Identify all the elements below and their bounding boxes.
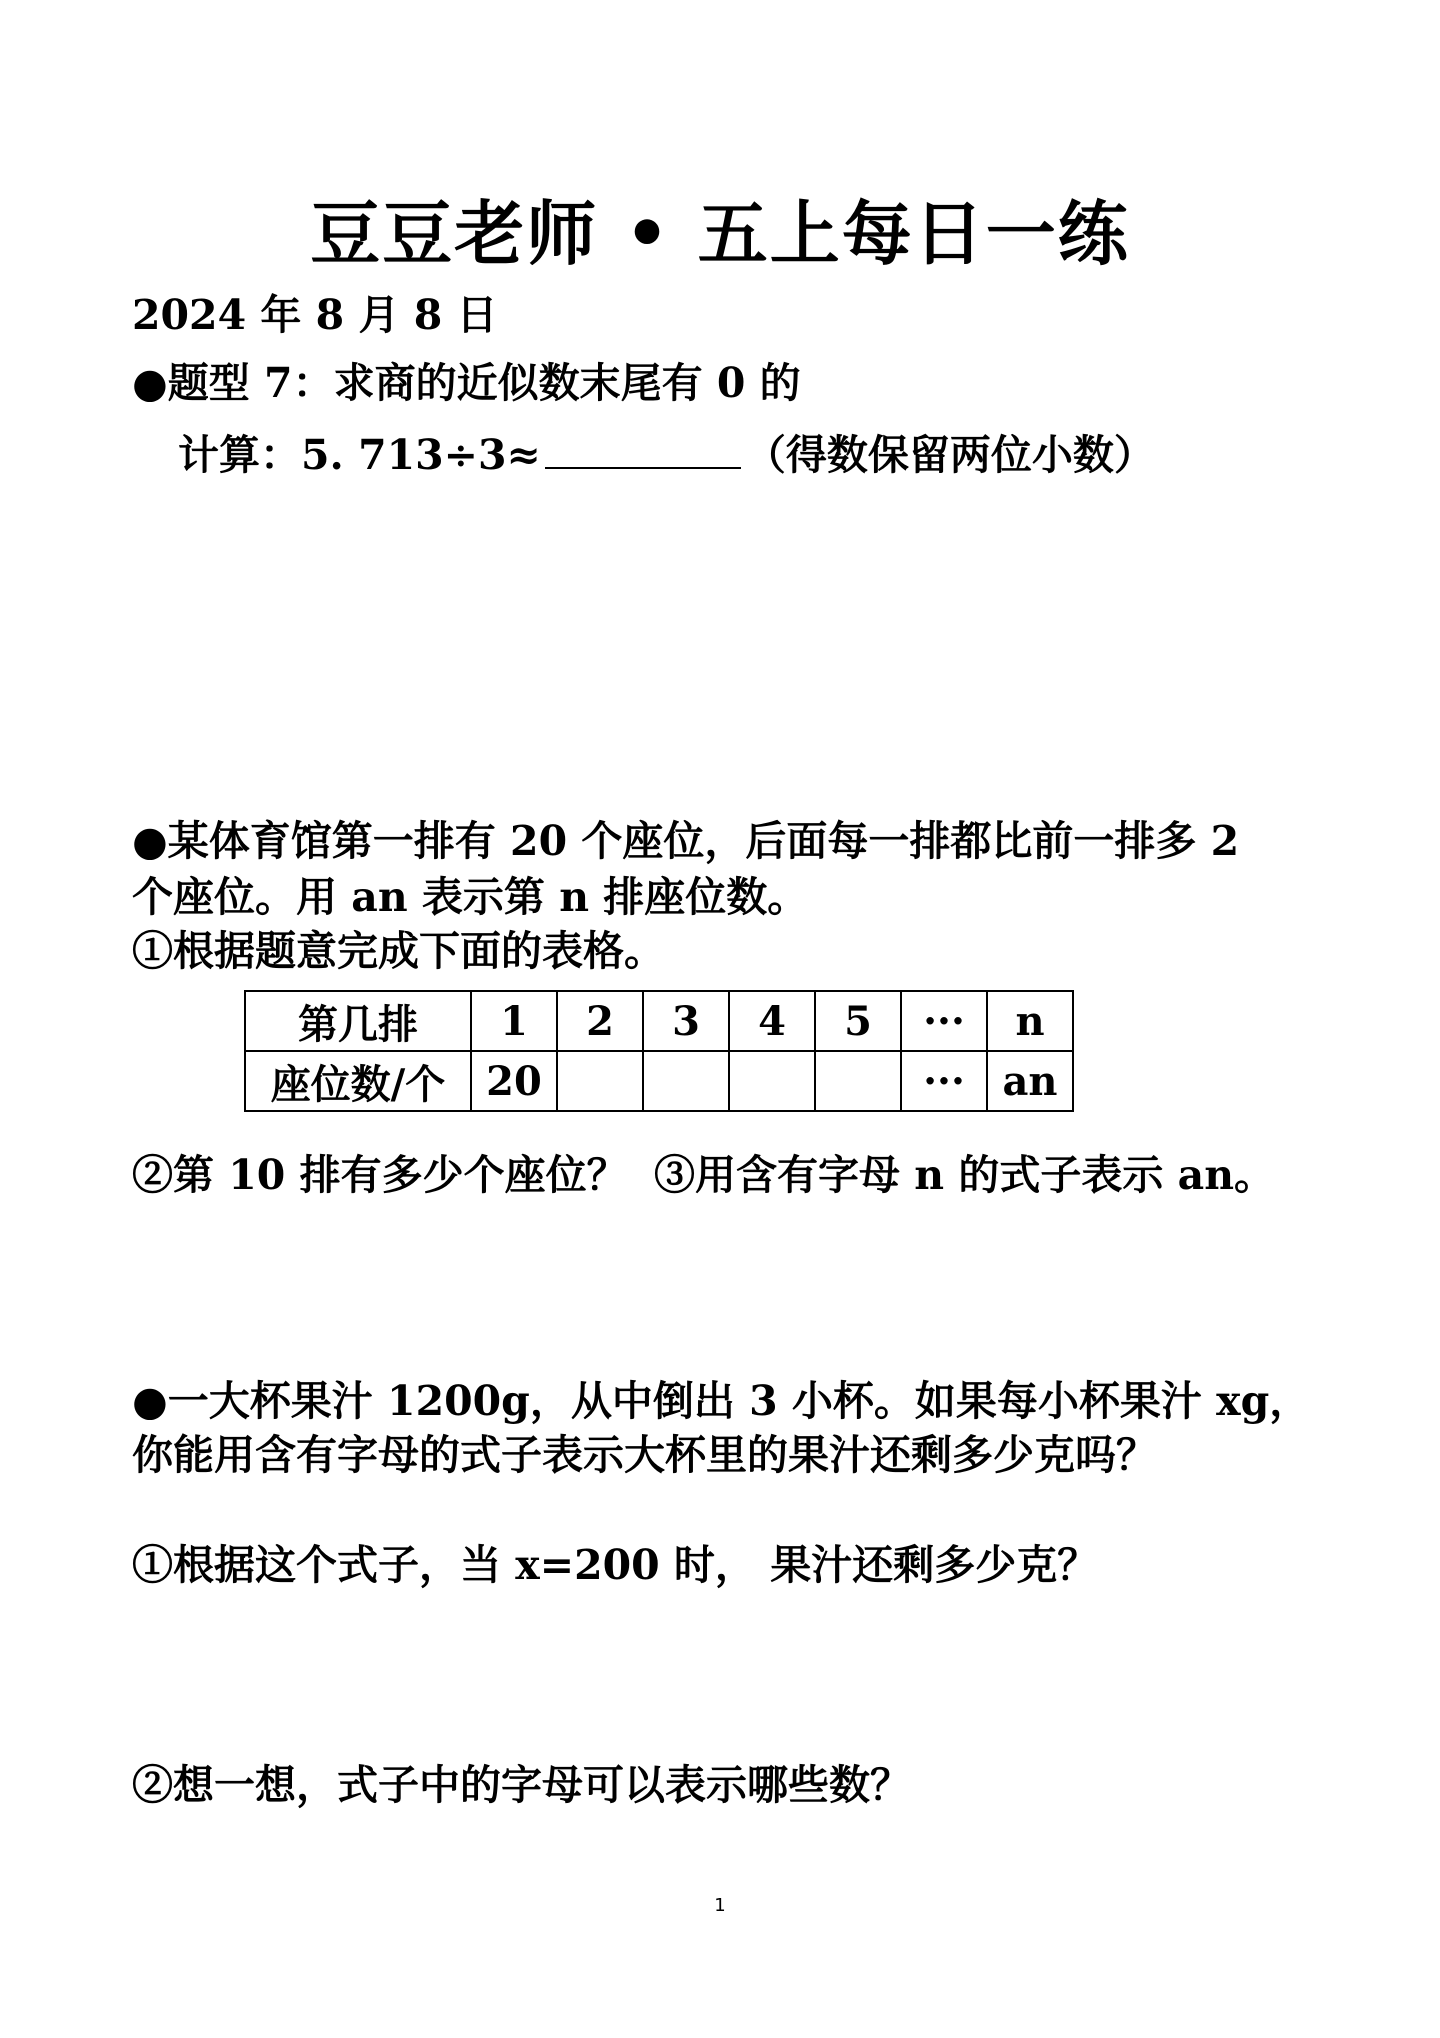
q3-line1: ●一大杯果汁 1200g，从中倒出 3 小杯。如果每小杯果汁 xg， [132,1377,1311,1425]
page-number: 1 [714,1895,726,1916]
seats-table [244,990,1074,1112]
table-cell: 第几排 [245,991,471,1051]
table-cell: ··· [901,991,987,1051]
date-line: 2024 年 8 月 8 日 [132,291,498,339]
page-title: 豆豆老师 • 五上每日一练 [310,192,1130,275]
table-row [245,1051,1073,1111]
q3-sub2: ②想一想，式子中的字母可以表示哪些数？ [132,1761,911,1809]
table-cell: n [987,991,1073,1051]
table-answer-cell[interactable] [729,1051,815,1111]
q1-calc-suffix: （得数保留两位小数） [744,431,1155,479]
q1-heading: ●题型 7：求商的近似数末尾有 0 的 [132,359,801,407]
q2-sub2: ②第 10 排有多少个座位？ [132,1151,628,1199]
table-answer-cell[interactable] [643,1051,729,1111]
q3-line2: 你能用含有字母的式子表示大杯里的果汁还剩多少克吗？ [132,1431,1157,1479]
q2-sub3: ③用含有字母 n 的式子表示 an。 [654,1151,1276,1199]
table-cell: 20 [471,1051,557,1111]
table-cell: 1 [471,991,557,1051]
table-cell: 5 [815,991,901,1051]
q1-answer-blank[interactable] [545,427,741,469]
table-cell: 4 [729,991,815,1051]
q1-calc-prefix: 计算：5. 713÷3≈ [178,431,541,479]
q2-line2: 个座位。用 an 表示第 n 排座位数。 [132,873,809,921]
table-answer-cell[interactable] [557,1051,643,1111]
table-row [245,991,1073,1051]
table-cell: 2 [557,991,643,1051]
table-cell: ··· [901,1051,987,1111]
q3-sub1: ①根据这个式子，当 x=200 时， 果汁还剩多少克？ [132,1541,1099,1589]
q2-sub1: ①根据题意完成下面的表格。 [132,927,665,975]
table-cell: an [987,1051,1073,1111]
table-answer-cell[interactable] [815,1051,901,1111]
q1-calc-line [178,422,1155,481]
table-cell: 座位数/个 [245,1051,471,1111]
table-cell: 3 [643,991,729,1051]
q2-line1: ●某体育馆第一排有 20 个座位，后面每一排都比前一排多 2 [132,817,1240,865]
